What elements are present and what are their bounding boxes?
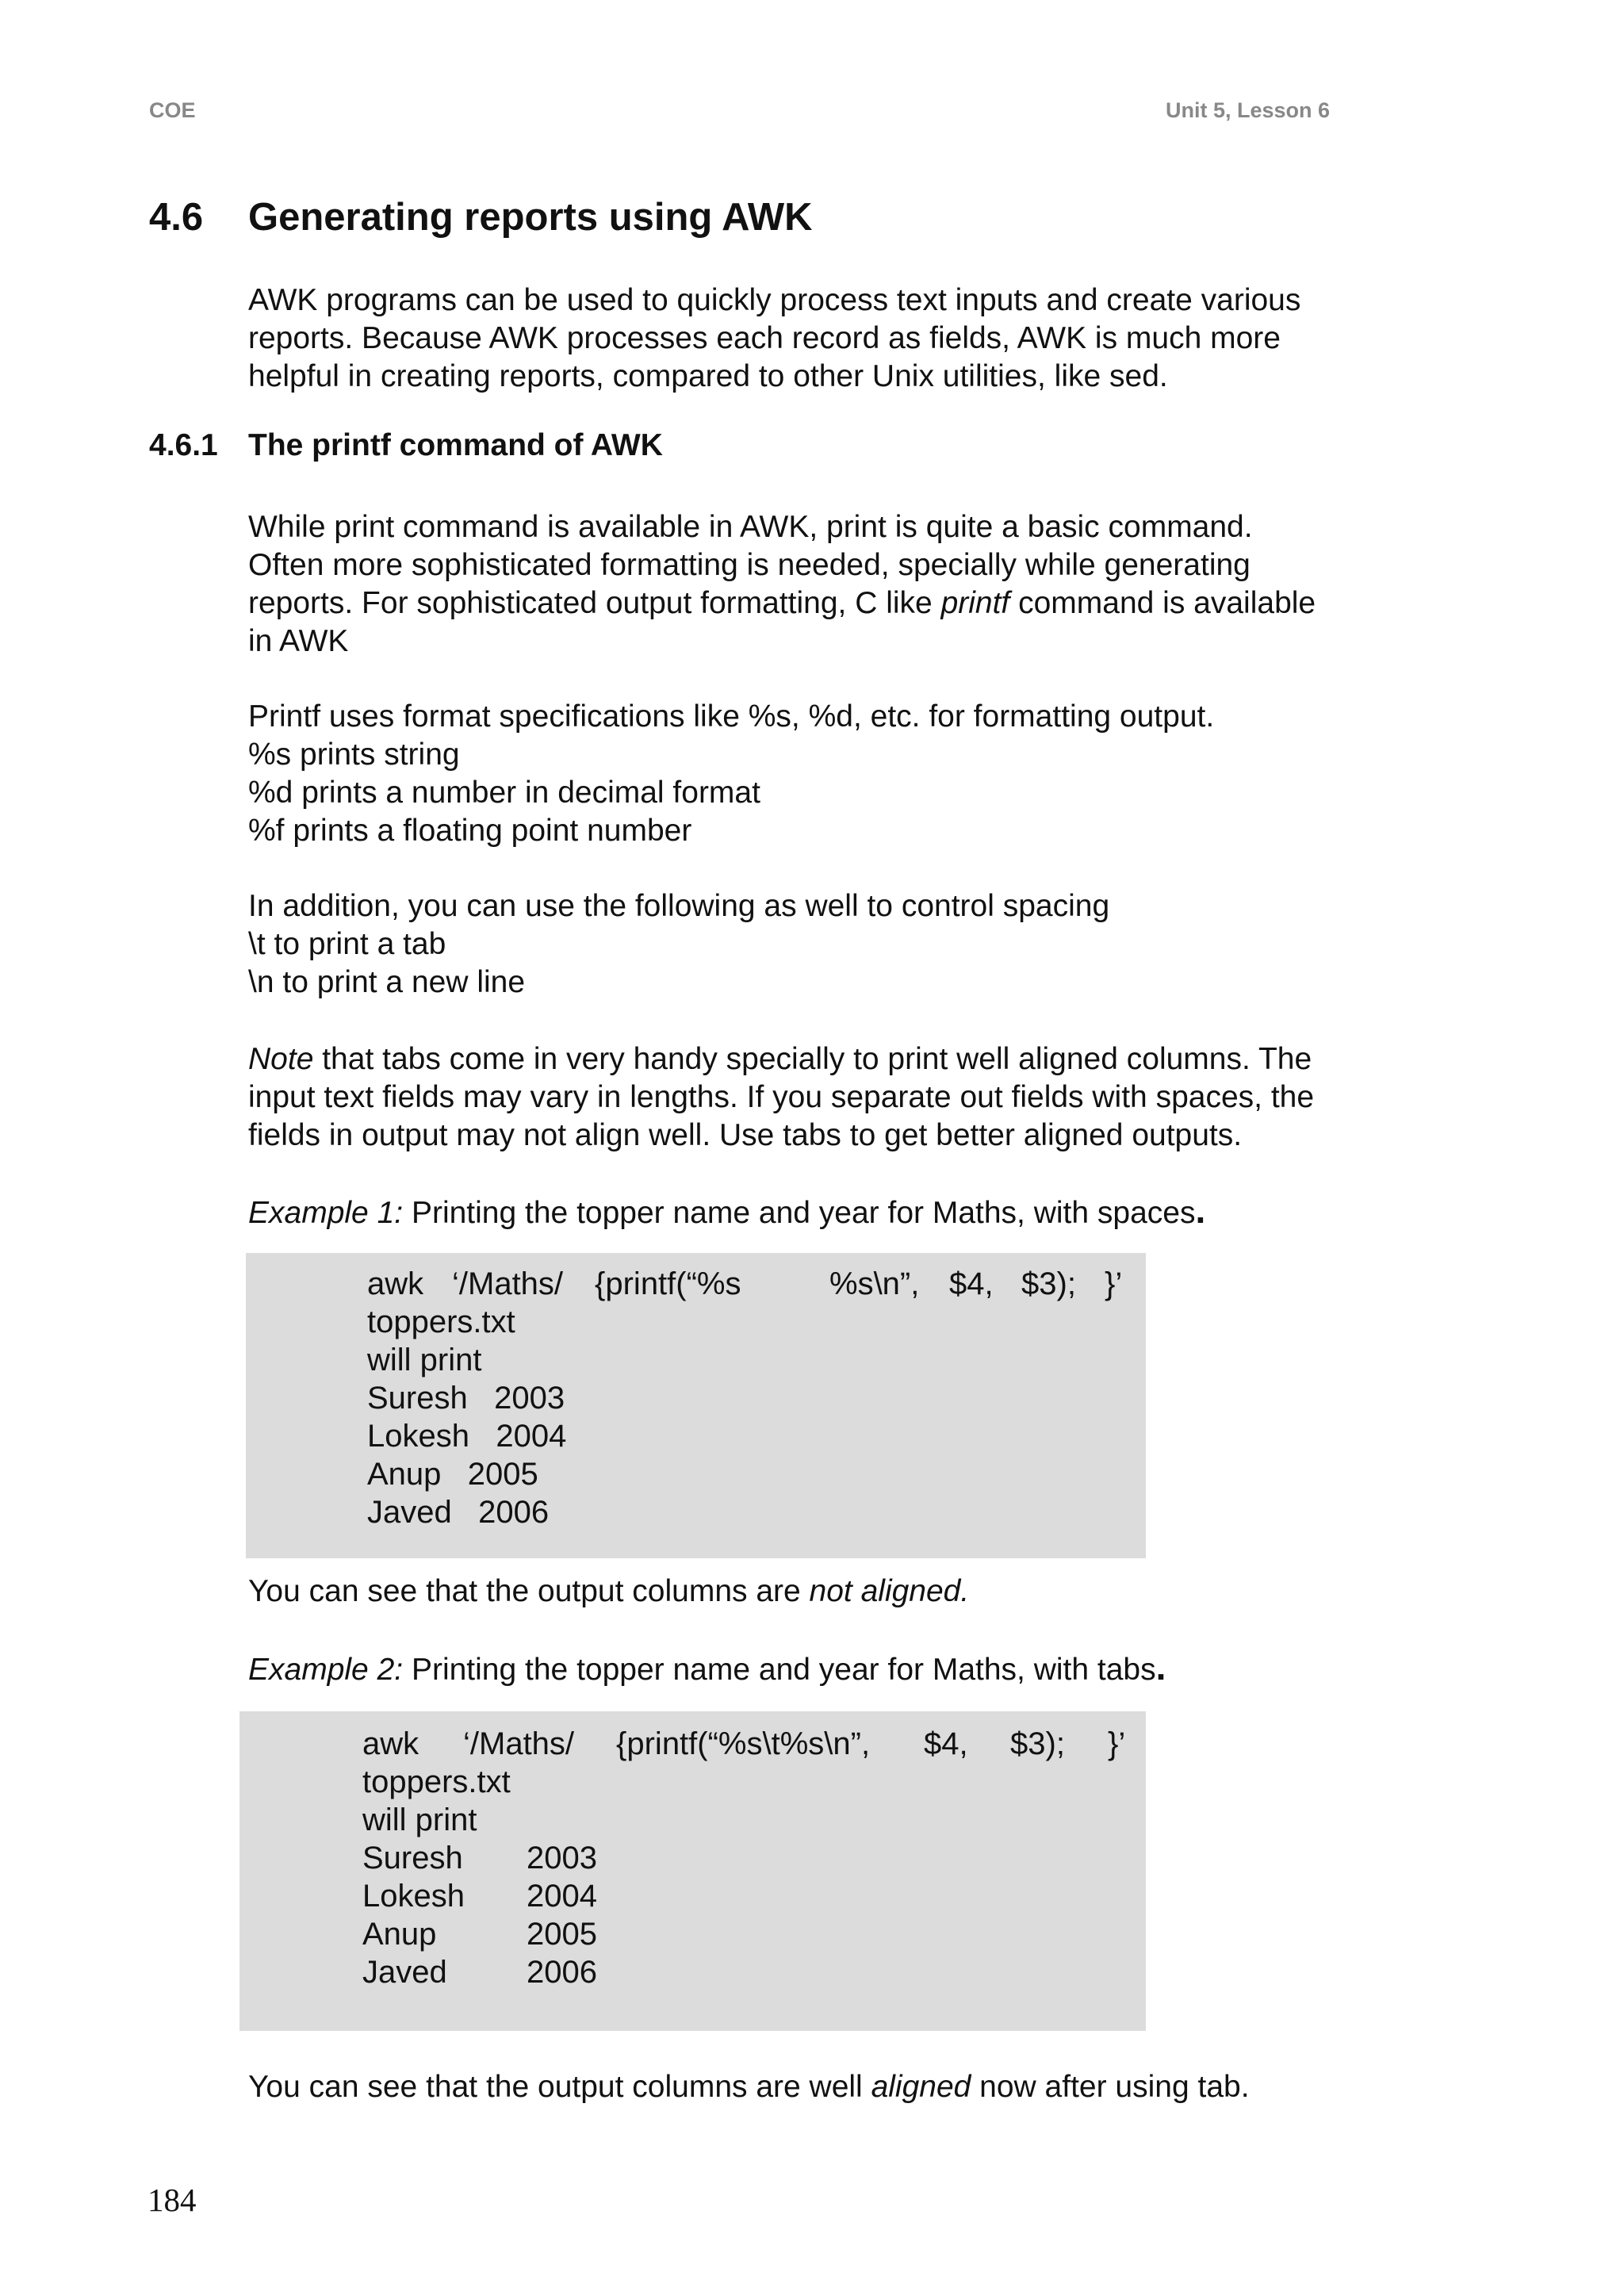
code-token: %s\n”, xyxy=(829,1266,920,1301)
example1-period: . xyxy=(1195,1190,1206,1231)
example2-label: Example 2: xyxy=(248,1653,404,1687)
paragraph-line xyxy=(248,584,1406,623)
note-label: Note xyxy=(248,1042,314,1076)
paragraph-line: Printf uses format specifications like %s, %d, etc. for formatting output. xyxy=(248,699,1215,734)
format-spec-item: %s prints string xyxy=(248,738,460,772)
format-spec-item: %d prints a number in decimal format xyxy=(248,776,760,810)
code-token: {printf(“%s\t%s\n”, xyxy=(616,1726,871,1761)
note-paragraph xyxy=(248,1040,1406,1155)
output-year: 2006 xyxy=(527,1955,597,1990)
example2-conclusion xyxy=(248,2068,1406,2106)
output-line: Suresh 2003 xyxy=(367,1381,565,1416)
code-token: awk xyxy=(367,1266,424,1301)
intro-line: AWK programs can be used to quickly process text inputs and create various xyxy=(248,283,1301,317)
code-token: $3); xyxy=(1021,1266,1076,1301)
output-year: 2005 xyxy=(527,1917,597,1952)
code-line: will print xyxy=(362,1803,477,1837)
printf-emphasis: printf xyxy=(940,586,1010,620)
output-line: Lokesh 2004 xyxy=(367,1419,567,1454)
intro-line: helpful in creating reports, compared to other Unix utilities, like sed. xyxy=(248,359,1168,393)
code-line: will print xyxy=(367,1343,482,1377)
not-aligned-emphasis: not aligned. xyxy=(809,1574,970,1608)
code-line: toppers.txt xyxy=(362,1764,511,1799)
caption-line xyxy=(248,1648,1406,1689)
escape-item: \t to print a tab xyxy=(248,927,446,961)
output-line: Javed 2006 xyxy=(367,1495,550,1530)
subsection-title: The printf command of AWK xyxy=(248,428,663,462)
subsection-number: 4.6.1 xyxy=(149,428,218,462)
paragraph-text: You can see that the output columns are well xyxy=(248,2070,871,2104)
paragraph-line: Often more sophisticated formatting is needed, specially while generating xyxy=(248,548,1251,582)
output-name: Suresh xyxy=(362,1841,463,1875)
output-year: 2003 xyxy=(527,1841,597,1875)
paragraph-line xyxy=(248,1040,1406,1079)
conclusion-line xyxy=(248,1573,1406,1611)
example1-label: Example 1: xyxy=(248,1196,404,1230)
code-token: }’ xyxy=(1105,1266,1123,1301)
caption-line xyxy=(248,1191,1406,1232)
output-name: Lokesh xyxy=(362,1879,465,1914)
example1-code-block xyxy=(246,1253,1146,1558)
code-token: $3); xyxy=(1010,1726,1065,1761)
spacing-paragraph xyxy=(248,887,1406,1002)
paragraph-line: In addition, you can use the following as well to control spacing xyxy=(248,889,1110,923)
conclusion-line xyxy=(248,2068,1406,2106)
section-title: Generating reports using AWK xyxy=(248,196,813,239)
running-header-left: COE xyxy=(149,98,196,122)
paragraph-text: that tabs come in very handy specially to print well aligned columns. The xyxy=(313,1042,1312,1076)
example1-caption xyxy=(248,1191,1406,1232)
escape-item: \n to print a new line xyxy=(248,965,526,999)
format-spec-item: %f prints a floating point number xyxy=(248,814,692,848)
output-line: Anup 2005 xyxy=(367,1457,538,1492)
paragraph-line: While print command is available in AWK, print is quite a basic command. xyxy=(248,510,1253,544)
example2-period: . xyxy=(1155,1646,1166,1688)
aligned-emphasis: aligned xyxy=(871,2070,971,2104)
paragraph-text: reports. For sophisticated output formatting, C like xyxy=(248,586,941,620)
page-number: 184 xyxy=(147,2182,197,2218)
printf-intro-paragraph xyxy=(248,508,1406,661)
example2-code-block xyxy=(239,1711,1146,2031)
paragraph-line: in AWK xyxy=(248,624,349,658)
section-number: 4.6 xyxy=(149,196,204,239)
paragraph-text: You can see that the output columns are xyxy=(248,1574,810,1608)
example1-conclusion xyxy=(248,1573,1406,1611)
output-name: Javed xyxy=(362,1955,447,1990)
paragraph-text: command is available xyxy=(1009,586,1316,620)
example2-text: Printing the topper name and year for Maths, with tabs xyxy=(403,1653,1156,1687)
output-year: 2004 xyxy=(527,1879,597,1914)
code-token: $4, xyxy=(924,1726,968,1761)
intro-line: reports. Because AWK processes each record as fields, AWK is much more xyxy=(248,321,1281,355)
format-spec-paragraph xyxy=(248,698,1406,850)
code-token: ‘/Maths/ xyxy=(452,1266,564,1301)
code-token: {printf(“%s xyxy=(595,1266,741,1301)
example1-text: Printing the topper name and year for Maths, with spaces xyxy=(403,1196,1196,1230)
output-name: Anup xyxy=(362,1917,437,1952)
example2-caption xyxy=(248,1648,1406,1689)
section-intro xyxy=(248,282,1406,396)
paragraph-text: now after using tab. xyxy=(971,2070,1250,2104)
code-token: $4, xyxy=(949,1266,994,1301)
paragraph-line: input text fields may vary in lengths. If you separate out fields with spaces, the xyxy=(248,1080,1315,1114)
code-token: awk xyxy=(362,1726,419,1761)
code-token: }’ xyxy=(1108,1726,1126,1761)
code-line: toppers.txt xyxy=(367,1305,515,1339)
paragraph-line: fields in output may not align well. Use tabs to get better aligned outputs. xyxy=(248,1118,1243,1152)
running-header-right: Unit 5, Lesson 6 xyxy=(1166,98,1331,122)
code-token: ‘/Maths/ xyxy=(463,1726,575,1761)
